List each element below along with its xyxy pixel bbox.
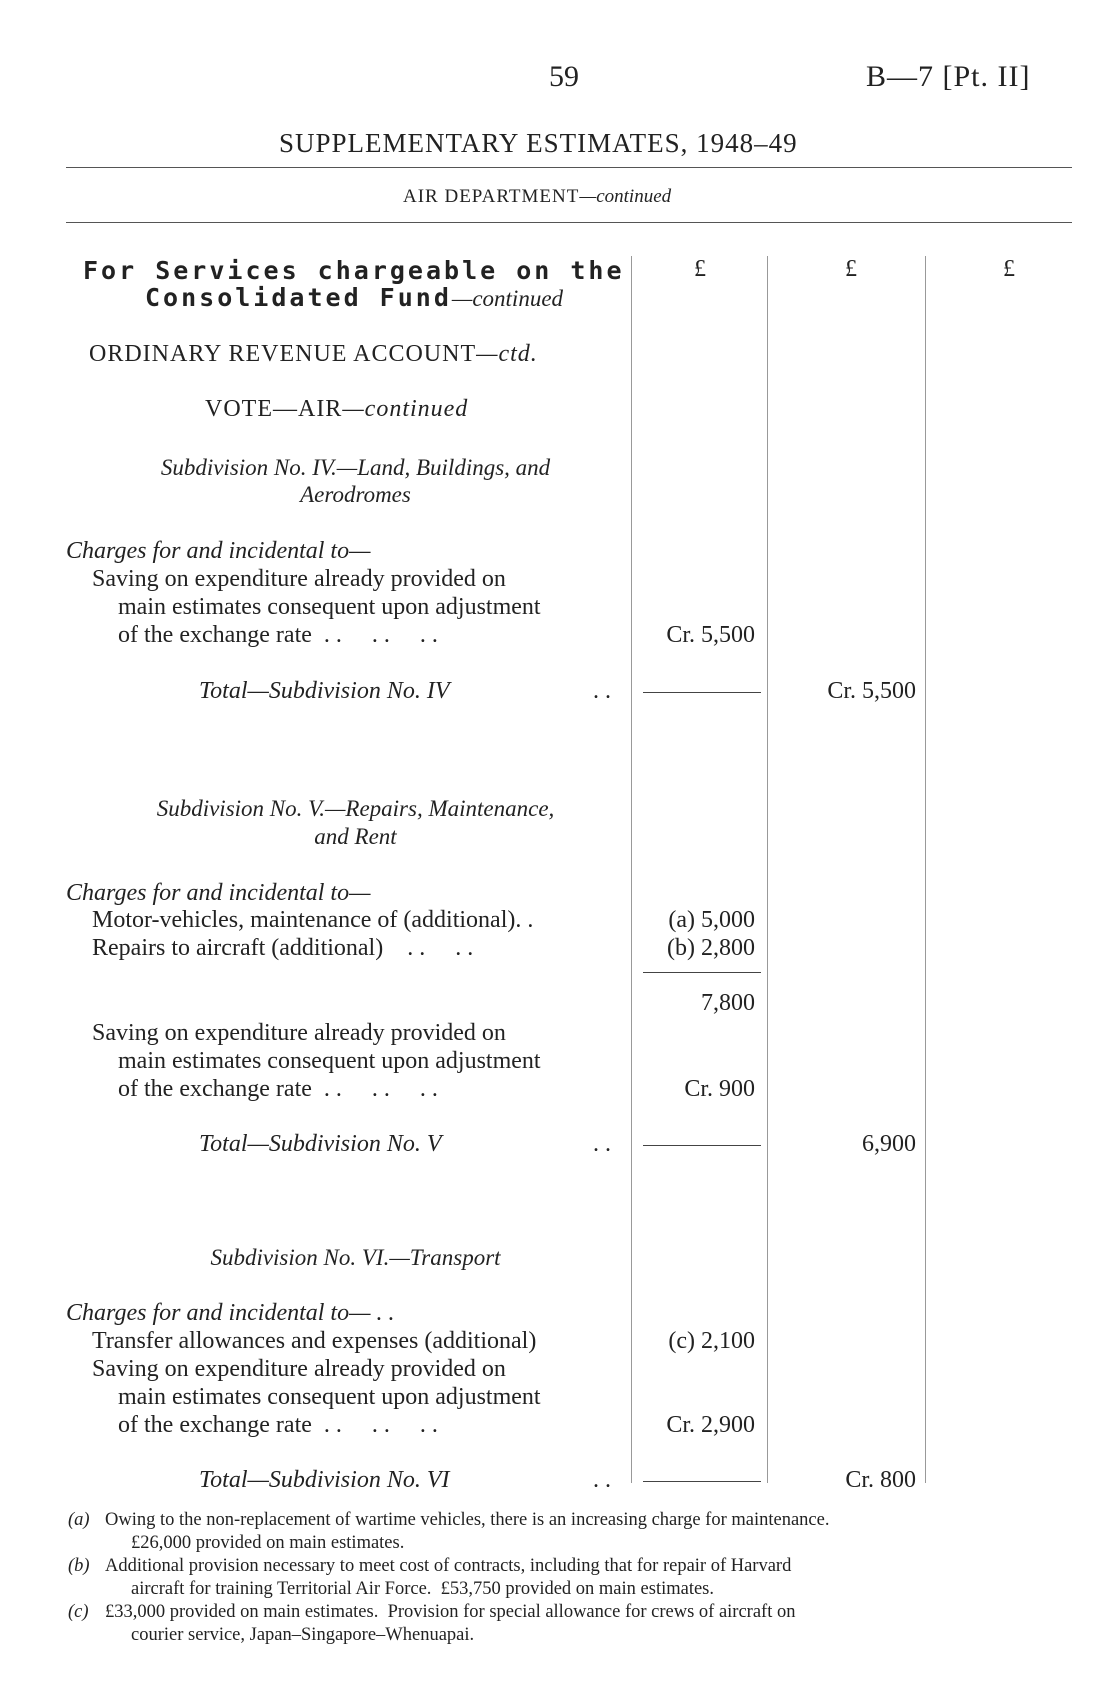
footnote-a-line2: £26,000 provided on main estimates. — [131, 1533, 405, 1553]
sub6-saving-amount: Cr. 2,900 — [666, 1412, 755, 1438]
sub6-item1-amount: (c) 2,100 — [668, 1328, 755, 1354]
services-heading-line1: For Services chargeable on the — [83, 256, 625, 285]
footnote-b-line2: aircraft for training Territorial Air Force. £53,750 provided on main estimates. — [131, 1579, 715, 1599]
column-header-1: £ — [694, 256, 706, 282]
sub4-saving-line3: of the exchange rate . . . . . . — [118, 622, 438, 648]
sub6-total-amount: Cr. 800 — [845, 1467, 916, 1493]
sub6-total-dots: . . — [593, 1467, 611, 1493]
sub4-saving-line1: Saving on expenditure already provided on — [92, 566, 506, 592]
sub6-saving-line1: Saving on expenditure already provided on — [92, 1356, 506, 1382]
sub6-heading: Subdivision No. VI.—Transport — [210, 1245, 501, 1270]
sub6-saving-line2: main estimates consequent upon adjustment — [118, 1384, 541, 1410]
sub6-total-rule — [643, 1481, 761, 1482]
footnote-a-line1: Owing to the non-replacement of wartime vehicles, there is an increasing charge for maintenance. — [105, 1510, 830, 1530]
footnote-b-mark: (b) — [68, 1556, 90, 1576]
footnote-c-line2: courier service, Japan–Singapore–Whenuapai. — [131, 1625, 475, 1645]
sub4-charges-label: Charges for and incidental to— — [66, 538, 371, 564]
footnote-c-line1: £33,000 provided on main estimates. Provision for special allowance for crews of aircraft on — [105, 1602, 796, 1622]
sub4-heading-line1: Subdivision No. IV.—Land, Buildings, and — [160, 455, 551, 480]
sub5-total-dots: . . — [593, 1131, 611, 1157]
fund-name: Consolidated Fund — [145, 283, 452, 312]
department-heading — [403, 186, 671, 208]
sub5-item2-amount: (b) 2,800 — [667, 935, 755, 961]
sub4-total-label: Total—Subdivision No. IV — [199, 678, 450, 704]
account-name: ORDINARY REVENUE ACCOUNT — [89, 341, 477, 367]
sub4-heading-line2: Aerodromes — [300, 482, 411, 507]
sub4-total-amount: Cr. 5,500 — [827, 678, 916, 704]
column-header-2: £ — [845, 256, 857, 282]
column-rule-3 — [925, 256, 926, 1483]
account-continued: —ctd. — [476, 341, 538, 367]
sub5-total-rule — [643, 1145, 761, 1146]
sub5-heading-line1: Subdivision No. V.—Repairs, Maintenance, — [156, 796, 555, 821]
sub5-total-label: Total—Subdivision No. V — [199, 1131, 442, 1157]
sub4-total-rule — [643, 692, 761, 693]
department-name: AIR DEPARTMENT — [403, 186, 580, 207]
department-rule — [66, 222, 1072, 223]
sub6-saving-line3: of the exchange rate . . . . . . — [118, 1412, 438, 1438]
page-number: 59 — [549, 60, 579, 93]
department-continued: —continued — [579, 186, 672, 207]
sub4-total-dots: . . — [593, 678, 611, 704]
sub6-total-label: Total—Subdivision No. VI — [199, 1467, 450, 1493]
sub4-saving-line2: main estimates consequent upon adjustment — [118, 594, 541, 620]
column-header-3: £ — [1003, 256, 1015, 282]
column-rule-1 — [631, 256, 632, 1483]
sub5-charges-label: Charges for and incidental to— — [66, 880, 371, 906]
sub5-saving-line2: main estimates consequent upon adjustment — [118, 1048, 541, 1074]
footnote-b-line1: Additional provision necessary to meet cost of contracts, including that for repair of Harvard — [105, 1556, 792, 1576]
sub5-saving-line1: Saving on expenditure already provided on — [92, 1020, 506, 1046]
fund-continued: —continued — [451, 286, 564, 311]
sub5-heading-line2: and Rent — [314, 824, 397, 849]
sub5-saving-line3: of the exchange rate . . . . . . — [118, 1076, 438, 1102]
sub4-saving-amount: Cr. 5,500 — [666, 622, 755, 648]
vote-continued: —continued — [342, 396, 469, 422]
column-rule-2 — [767, 256, 768, 1483]
page-title: SUPPLEMENTARY ESTIMATES, 1948–49 — [279, 128, 798, 158]
sub5-saving-amount: Cr. 900 — [684, 1076, 755, 1102]
footnote-c-mark: (c) — [68, 1602, 89, 1622]
sub6-charges-label: Charges for and incidental to— . . — [66, 1300, 395, 1326]
services-heading-line2 — [145, 283, 563, 312]
sub5-item1: Motor-vehicles, maintenance of (additional). . — [92, 907, 534, 933]
account-heading — [89, 341, 538, 368]
sub6-item1: Transfer allowances and expenses (additional) — [92, 1328, 537, 1354]
vote-name: VOTE—AIR — [205, 396, 343, 422]
sub5-item2: Repairs to aircraft (additional) . . . . — [92, 935, 474, 961]
sub5-total-amount: 6,900 — [862, 1131, 916, 1157]
sub5-subtotal-rule — [643, 972, 761, 973]
title-rule — [66, 167, 1072, 168]
footnote-a-mark: (a) — [68, 1510, 90, 1530]
sub5-item1-amount: (a) 5,000 — [668, 907, 755, 933]
sub5-subtotal: 7,800 — [701, 990, 755, 1016]
vote-heading — [205, 396, 468, 423]
document-reference: B—7 [Pt. II] — [866, 60, 1031, 93]
